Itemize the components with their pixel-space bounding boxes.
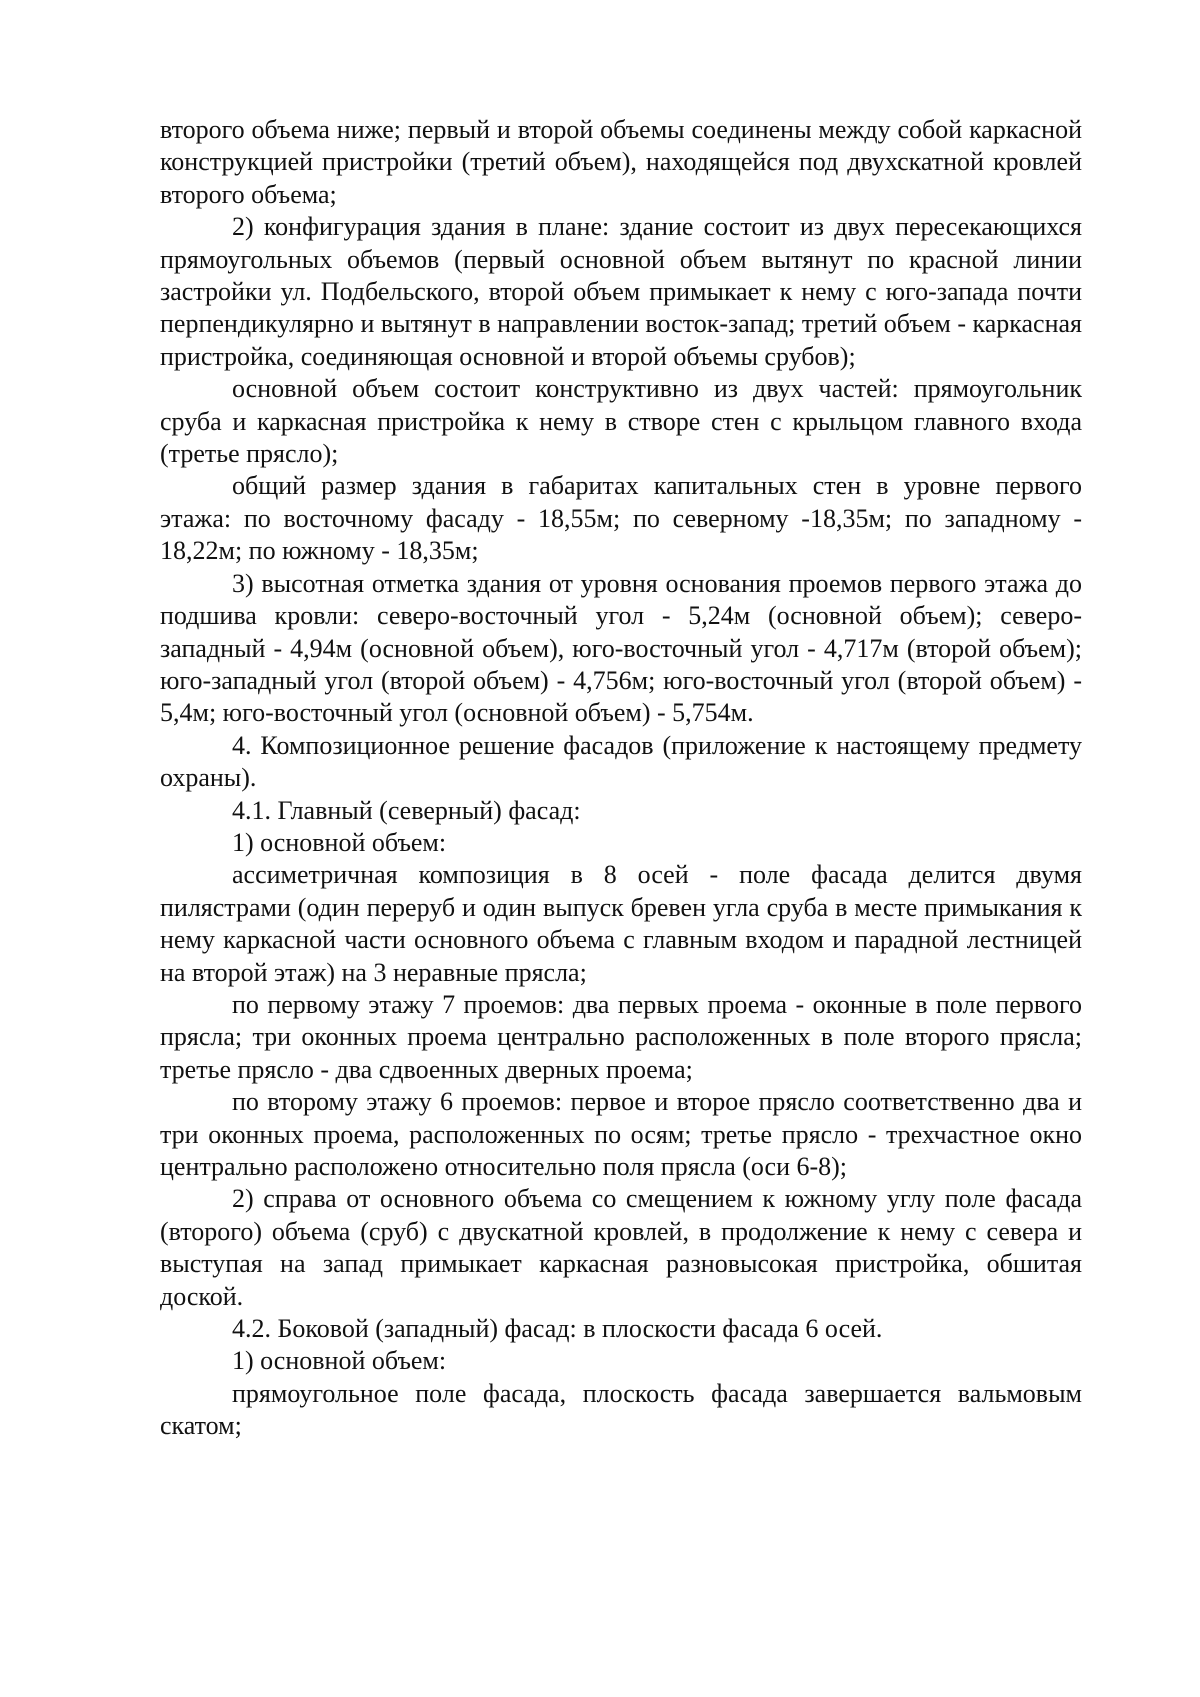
paragraph: 3) высотная отметка здания от уровня основания проемов первого этажа до подшива кровли: северо-восточный угол - 5,24м (основной объем); северо-западный - 4,94м (основной объем), юго-восточный угол - 4,717м (второй объем); юго-западный угол (второй объем) - 4,756м; юго-восточный угол (второй объем) - 5,4м; юго-восточный угол (основной объем) - 5,754м. bbox=[160, 568, 1082, 728]
paragraph: прямоугольное поле фасада, плоскость фасада завершается вальмовым скатом; bbox=[160, 1378, 1082, 1441]
paragraph: второго объема ниже; первый и второй объемы соединены между собой каркасной конструкцией пристройки (третий объем), находящейся под двухскатной кровлей второго объема; bbox=[160, 115, 1082, 209]
subsection-heading: 1) основной объем: bbox=[232, 1346, 447, 1376]
paragraph: ассиметричная композиция в 8 осей - поле фасада делится двумя пилястрами (один переруб и один выпуск бревен угла сруба в месте примыкания к нему каркасной части основного объема с главным входом и парадной лестницей на второй этаж) на 3 неравные прясла; bbox=[160, 860, 1082, 987]
subsection-heading: 1) основной объем: bbox=[232, 827, 447, 857]
paragraph: по второму этажу 6 проемов: первое и второе прясло соответственно два и три оконных проема, расположенных по осям; третье прясло - трехчастное окно центрально расположено относительно поля прясла (оси 6-8); bbox=[160, 1087, 1082, 1181]
paragraph: 4. Композиционное решение фасадов (приложение к настоящему предмету охраны). bbox=[160, 730, 1082, 793]
section-heading: 4.1. Главный (северный) фасад: bbox=[232, 795, 581, 825]
paragraph: общий размер здания в габаритах капитальных стен в уровне первого этажа: по восточному фасаду - 18,55м; по северному -18,35м; по западному - 18,22м; по южному - 18,35м; bbox=[160, 471, 1082, 566]
paragraph: 2) справа от основного объема со смещением к южному углу поле фасада (второго) объема (сруб) с двускатной кровлей, в продолжение к нему с севера и выступая на запад примыкает каркасная разновысокая пристройка, обшитая доской. bbox=[160, 1184, 1082, 1311]
section-heading: 4.2. Боковой (западный) фасад: в плоскости фасада 6 осей. bbox=[232, 1314, 883, 1344]
paragraph: по первому этажу 7 проемов: два первых проема - оконные в поле первого прясла; три оконных проема центрально расположенных в поле второго прясла; третье прясло - два сдвоенных дверных проема; bbox=[160, 989, 1082, 1084]
document-body bbox=[160, 114, 1082, 1443]
paragraph: 2) конфигурация здания в плане: здание состоит из двух пересекающихся прямоугольных объемов (первый основной объем вытянут по красной линии застройки ул. Подбельского, второй объем примыкает к нему с юго-запада почти перпендикулярно и вытянут в направлении восток-запад; третий объем - каркасная пристройка, соединяющая основной и второй объемы срубов); bbox=[160, 212, 1082, 371]
paragraph: основной объем состоит конструктивно из двух частей: прямоугольник сруба и каркасная пристройка к нему в створе стен с крыльцом главного входа (третье прясло); bbox=[160, 374, 1082, 469]
